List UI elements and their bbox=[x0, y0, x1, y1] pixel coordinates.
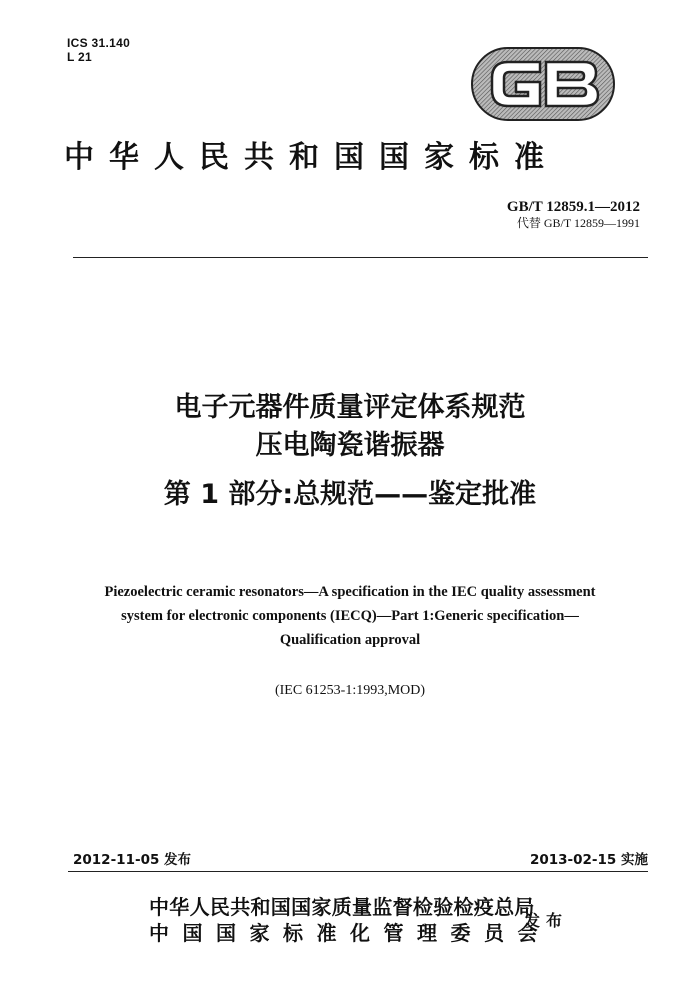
issue-label: 发布 bbox=[524, 911, 569, 930]
adoption-note: (IEC 61253-1:1993,MOD) bbox=[274, 683, 426, 698]
top-divider bbox=[73, 257, 648, 258]
issuer-aqsiq: 中华人民共和国国家质量监督检验检疫总局 bbox=[149, 895, 535, 919]
ccs-code: L 21 bbox=[67, 50, 92, 64]
title-en-line2: system for electronic components (IECQ)—Part 1:Generic specification— bbox=[121, 608, 579, 624]
title-en-line3: Qualification approval bbox=[279, 632, 421, 648]
title-cn-line3: 第 1 部分:总规范——鉴定批准 bbox=[163, 479, 537, 510]
bottom-divider bbox=[68, 871, 648, 872]
replaces-standard: 代替 GB/T 12859—1991 bbox=[516, 216, 640, 230]
implement-date: 2013-02-15 实施 bbox=[529, 852, 648, 868]
classification-codes bbox=[67, 36, 130, 64]
issuer-sac: 中国国家标准化管理委员会 bbox=[149, 921, 551, 945]
national-standard-heading: 中华人民共和国国家标准 bbox=[64, 140, 559, 175]
title-cn-line2: 压电陶瓷谐振器 bbox=[255, 430, 445, 461]
ics-code: ICS 31.140 bbox=[67, 36, 131, 50]
publish-date: 2012-11-05 发布 bbox=[73, 852, 192, 868]
standard-number-block bbox=[507, 198, 640, 231]
title-en-line1: Piezoelectric ceramic resonators—A specification in the IEC quality assessment bbox=[104, 584, 596, 600]
standard-number: GB/T 12859.1—2012 bbox=[506, 199, 640, 215]
title-cn-line1: 电子元器件质量评定体系规范 bbox=[174, 392, 526, 423]
gb-logo bbox=[470, 46, 616, 122]
